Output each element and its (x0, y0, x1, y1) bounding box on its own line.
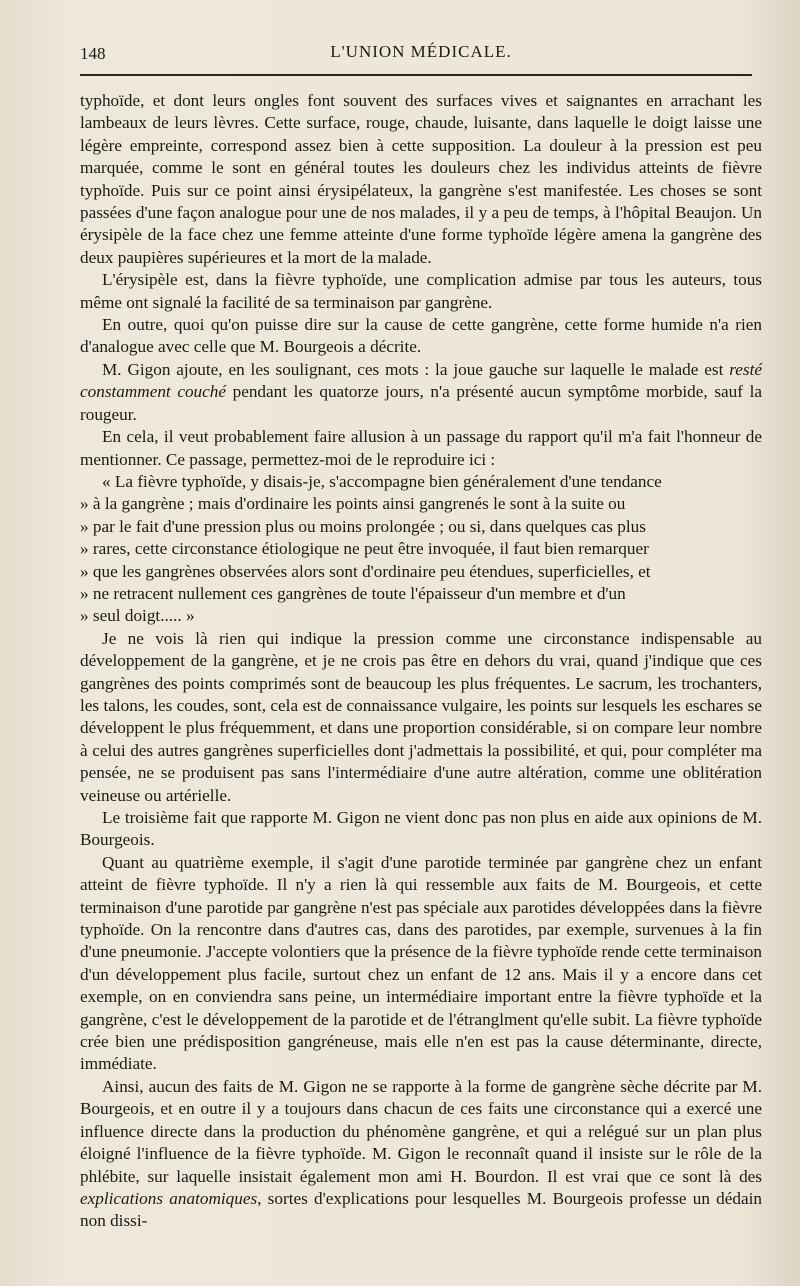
header-rule (80, 74, 752, 76)
paragraph: typhoïde, et dont leurs ongles font souvent des surfaces vives et saignantes en arrachant les lambeaux de leurs lèvres. Cette surface, rouge, chaude, luisante, dans laquelle le doigt laisse une légère empreinte, correspond assez bien à cette supposition. La douleur à la pression est peu marquée, comme le sont en général toutes les douleurs chez les individus atteints de fièvre typhoïde. Puis sur ce point ainsi érysipélateux, la gangrène s'est manifestée. Les choses se sont passées d'une façon analogue pour une de nos malades, il y a peu de temps, à l'hôpital Beaujon. Un érysipèle de la face chez une femme atteinte d'une forme typhoïde légère amena la gangrène des deux paupières supérieures et la mort de la malade. (80, 91, 762, 267)
paragraph (80, 1076, 762, 1233)
page-header (80, 38, 762, 68)
quote-line: » rares, cette circonstance étiologique ne peut être invoquée, il faut bien remarquer (80, 539, 649, 559)
paragraph: Quant au quatrième exemple, il s'agit d'une parotide terminée par gangrène chez un enfant atteint de fièvre typhoïde. Il n'y a rien là qui ressemble aux faits de M. Bourgeois, et cette terminaison d'une parotide par gangrène n'est pas spéciale aux parotides développées dans la fièvre typhoïde. On la rencontre dans d'autres cas, dans des parotides, par exemple, survenues à la fin d'une pneumonie. J'accepte volontiers que la présence de la fièvre typhoïde rende cette terminaison d'un développement plus facile, surtout chez un enfant de 12 ans. Mais il y a encore dans cet exemple, on en conviendra sans peine, un intermédiaire important entre la fièvre typhoïde et la gangrène, c'est le développement de la parotide et de l'étranglment qu'elle subit. La fièvre typhoïde crée bien une prédisposition gangréneuse, mais elle n'en est pas la cause déterminante, directe, immédiate. (80, 852, 762, 1074)
paragraph-text: Ainsi, aucun des faits de M. Gigon ne se rapporte à la forme de gangrène sèche décrite par M. Bourgeois, et en outre il y a toujours dans chacun de ces faits une circonstance qui a exercé une influence directe dans la production du phénomène gangrène, et qui a relégué sur un plan plus éloigné l'influence de la fièvre typhoïde. M. Gigon le reconnaît quand il insiste sur le rôle de la phlébite, sur laquelle insistait également mon ami H. Bourdon. Il est vrai que ce sont là des (80, 1076, 762, 1186)
quote-line: » par le fait d'une pression plus ou moins prolongée ; ou si, dans quelques cas plus (80, 516, 646, 536)
paragraph-text: , sortes d'explications pour lesquelles M. Bourgeois professe un dédain non dissi- (80, 1188, 762, 1231)
paragraph: En outre, quoi qu'on puisse dire sur la cause de cette gangrène, cette forme humide n'a rien d'analogue avec celle que M. Bourgeois a décrite. (80, 315, 762, 357)
quote-line: « La fièvre typhoïde, y disais-je, s'accompagne bien généralement d'une tendance (102, 471, 662, 491)
block-quote (80, 471, 762, 628)
italic-phrase: explications anatomiques (80, 1188, 258, 1208)
body-text (80, 90, 762, 1233)
paragraph: Je ne vois là rien qui indique la pression comme une circonstance indispensable au développement de la gangrène, et je ne crois pas être en dehors du vrai, quand j'indique que ces gangrènes des points comprimés sont de beaucoup les plus fréquentes. Le sacrum, les trochanters, les talons, les coudes, sont, cela est de connaissance vulgaire, les points sur lesquels les eschares se développent le plus fréquemment, et dans une proportion considérable, si on compare leur nombre à celui des autres gangrènes superficielles dont j'admettais la possibilité, et qui, pour compléter ma pensée, ne se produisent pas sans l'intermédiaire d'une autre altération, comme une oblitération veineuse ou artérielle. (80, 628, 762, 805)
paragraph: L'érysipèle est, dans la fièvre typhoïde, une complication admise par tous les auteurs, tous même ont signalé la facilité de sa terminaison par gangrène. (80, 270, 762, 312)
paragraph-text: M. Gigon ajoute, en les soulignant, ces mots : la joue gauche sur laquelle le malade est (102, 359, 730, 379)
quote-line: » à la gangrène ; mais d'ordinaire les points ainsi gangrenés le sont à la suite ou (80, 494, 626, 514)
quote-line: » ne retracent nullement ces gangrènes de toute l'épaisseur d'un membre et d'un (80, 583, 626, 603)
quote-line: » seul doigt..... » (80, 606, 195, 626)
running-title: L'UNION MÉDICALE. (330, 42, 512, 61)
paragraph: Le troisième fait que rapporte M. Gigon ne vient donc pas non plus en aide aux opinions de M. Bourgeois. (80, 808, 762, 850)
paragraph-text: pendant les quatorze jours, n'a présenté aucun symptôme morbide, sauf la rougeur. (80, 382, 762, 424)
page-number: 148 (80, 44, 106, 63)
italic-phrase: resté constamment couché (80, 359, 762, 402)
paragraph: En cela, il veut probablement faire allusion à un passage du rapport qu'il m'a fait l'honneur de mentionner. Ce passage, permettez-moi de le reproduire ici : (80, 427, 762, 469)
quote-line: » que les gangrènes observées alors sont d'ordinaire peu étendues, superficielles, et (80, 561, 651, 581)
paragraph (80, 359, 762, 426)
